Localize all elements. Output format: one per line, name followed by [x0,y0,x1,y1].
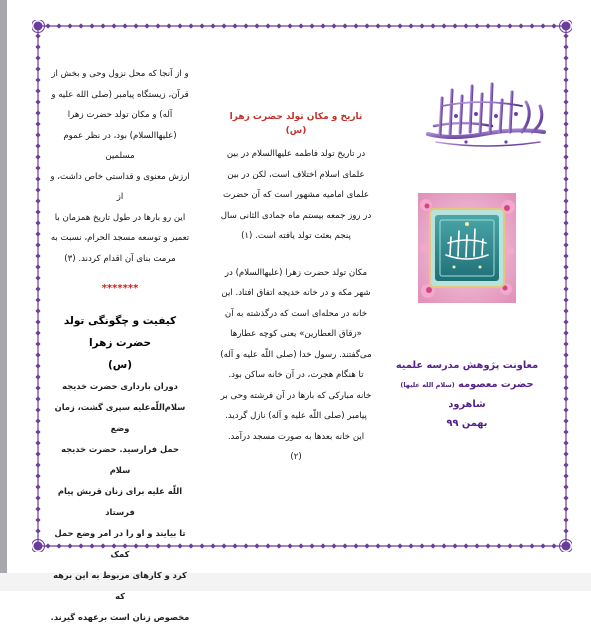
section-title: (س) [107,359,133,371]
text-line: پنجم بعثت تولد یافته است. (۱) [241,231,351,241]
text-line: مخصوص زنان است برعهده گیرند. [50,612,190,622]
publish-date: بهمن ۹۹ [446,418,488,429]
school-city: شاهرود [448,399,486,410]
text-line: (۲) [290,452,302,462]
school-info [392,356,542,433]
fatima-zahra-name-frame-icon [418,193,516,303]
text-line: تعمیر و توسعه مسجد الحرام، نسبت به [50,233,190,243]
left-column [50,64,190,628]
text-line: علمای امامیه مشهور است که آن حضرت [223,190,369,200]
birth-place-paragraph [218,263,374,468]
text-line: «زقاق العطارین» یعنی کوچه عطارها [230,329,362,339]
text-line: تا بیایند و او را در امر وضع حمل کمک [54,528,186,559]
text-line: دوران بارداری حضرت خدیجه [62,381,178,391]
fatima-zahra-picture [418,193,516,303]
text-line: آله) و مکان تولد حضرت زهرا [67,110,173,120]
text-line: سلام‌اللّه‌علیه سپری گشت، زمان وضع [54,402,186,433]
text-line: می‌گفتند. رسول خدا (صلی اللّه علیه و آله) [220,349,372,360]
school-line-2 [392,375,542,395]
text-line: اللّه علیه برای زنان قریش پیام فرستاد [57,486,183,517]
text-line: در روز جمعه بیستم ماه جمادی الثانی سال [220,210,372,221]
text-line: پیامبر (صلی اللّه علیه و آله) نازل گردید. [225,411,367,421]
text-line: این رو بارها در طول تاریخ همزمان با [54,212,186,223]
school-honorific: (سلام الله علیها) [400,381,455,389]
star-separator: ******* [101,283,139,294]
bismillah-calligraphy-icon [422,76,550,150]
text-line: شهر مکه و در خانه خدیجه اتفاق افتاد. این [221,288,371,298]
school-line-1: معاونت پژوهش مدرسه علمیه [395,360,539,371]
text-line: حمل فرارسید. حضرت خدیجه سلام [61,444,179,475]
text-line: خانه در محله‌ای است که درگذشته به آن [224,308,368,319]
text-line: مرمت بنای آن اقدام کردند. (۳) [64,253,176,264]
text-line: این خانه بعدها به صورت مسجد درآمد. [227,431,365,442]
intro-paragraph [50,64,190,269]
birth-date-paragraph [218,144,374,247]
middle-column [218,110,374,468]
text-line: ارزش معنوی و قداستی خاص داشت، و از [50,171,190,202]
school-name: حضرت معصومه [458,379,534,390]
text-line: خانه مبارکی که بارها در آن فرشته وحی بر [220,390,372,401]
page-shadow-left [0,0,7,591]
text-line: (علیهاالسلام) بود، در نظر عموم مسلمین [63,130,177,161]
body-paragraph [50,376,190,628]
text-line: در تاریخ تولد فاطمه علیهاالسلام در بین [226,149,366,159]
section-title: تاریخ و مکان تولد حضرت زهرا (س) [229,112,363,136]
text-line: کرد و کارهای مربوط به این برهه که [53,570,187,601]
text-line: تا هنگام هجرت، در آن خانه ساکن بود. [228,370,364,380]
section-title: کیفیت و چگونگی تولد حضرت زهرا [63,315,177,349]
text-line: مکان تولد حضرت زهرا (علیهاالسلام) در [224,267,368,278]
text-line: و از آنجا که محل نزول وحی و بخش از [51,69,189,79]
text-line: قرآن، زیستگاه پیامبر (صلی الله علیه و [51,89,189,100]
text-line: علمای اسلام اختلاف است، لکن در بین [227,169,365,180]
